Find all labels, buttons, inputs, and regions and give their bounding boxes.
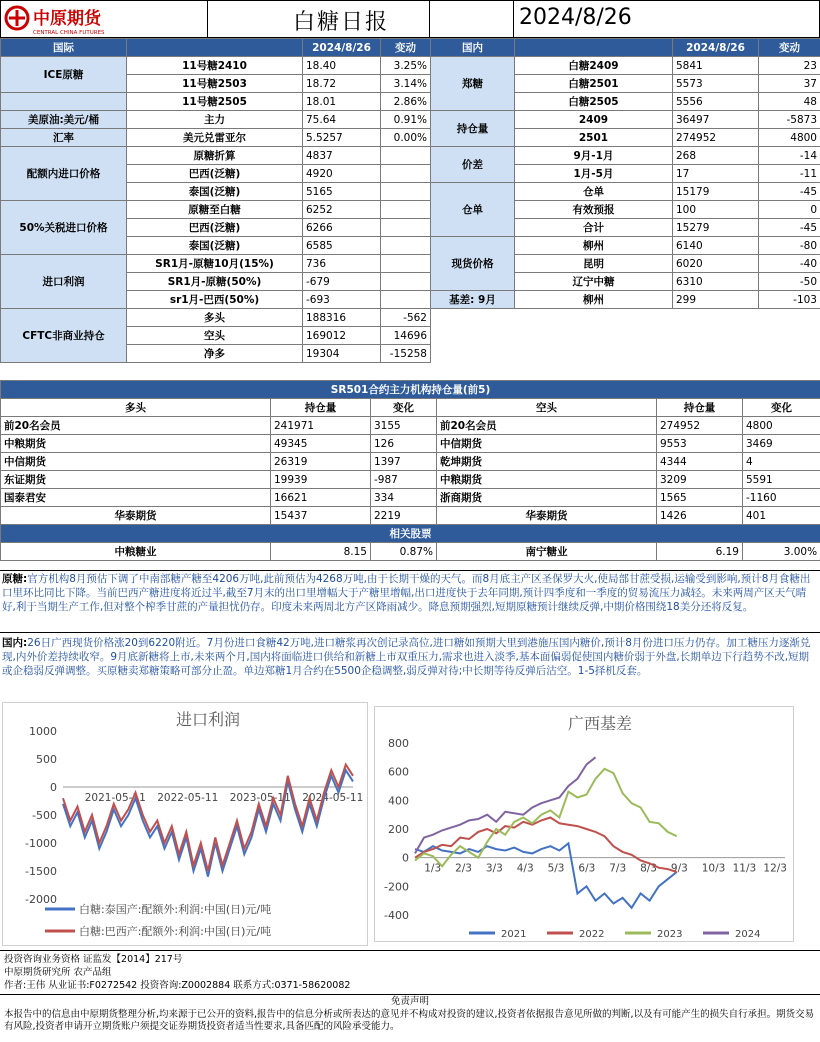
row-item-label: 多头 — [127, 309, 303, 327]
row-change: 0 — [759, 201, 820, 219]
row-change: -80 — [759, 237, 820, 255]
row-value: 75.64 — [303, 111, 381, 129]
position-value: 3209 — [657, 471, 743, 489]
header-cell: 2024/8/26 — [673, 39, 759, 57]
row-change: -45 — [759, 219, 820, 237]
author-line: 作者:王伟 从业证书:F0272542 投资咨询:Z0002884 联系方式:0371-58620082 — [4, 980, 351, 991]
x-tick-label: 3/3 — [485, 862, 503, 875]
row-item-label: 1月-5月 — [515, 165, 673, 183]
x-tick-label: 2021-05-11 — [84, 792, 146, 804]
row-item-label: sr1月-巴西(50%) — [127, 291, 303, 309]
long-header: 持仓量 — [271, 399, 371, 417]
row-item-label: 柳州 — [515, 291, 673, 309]
position-value: 1426 — [657, 507, 743, 525]
row-item-label: SR1月-原糖10月(15%) — [127, 255, 303, 273]
row-change: 3.14% — [381, 75, 431, 93]
raw-text: 官方机构8月预估下调了中南部糖产糖至4206万吨,此前预估为4268万吨,由于长期干燥的天气。而8月底主产区圣保罗大火,使局部甘蔗受损,运输受到影响,预计8月食糖出口里环比同比下降。当前巴西产糖进度将近过半,截至7月末的出口里增幅大于产糖里增幅,出口进度快于去年同期,预计四季度和一季度的贸易流压力减轻。未来两周产区天气晴好,利于当期生产工作,但对整个榨季甘蔗的产量担忧仍存。印度未来两周北方产区降雨减少。降息预期强烈,短期原糖预计继续反弹,中期价格围绕18美分还将反复。 — [2, 573, 811, 613]
table-row — [1, 111, 431, 129]
row-item-label: 原糖至白糖 — [127, 201, 303, 219]
position-value: 334 — [371, 489, 437, 507]
position-value: 4344 — [657, 453, 743, 471]
row-group-label — [1, 93, 127, 111]
y-tick-label: 400 — [388, 794, 409, 808]
header-cell — [127, 39, 303, 57]
stock-price: 8.15 — [271, 543, 371, 561]
table-row — [1, 453, 820, 471]
y-tick-label: 500 — [36, 753, 57, 766]
row-group-label: ICE原糖 — [1, 57, 127, 93]
positions-title: SR501合约主力机构持仓量(前5) — [1, 381, 820, 399]
table-row — [1, 201, 431, 219]
position-value: 3155 — [371, 417, 437, 435]
series-line-2023 — [415, 769, 677, 867]
row-item-label: 2409 — [515, 111, 673, 129]
x-tick-label: 2023-05-11 — [229, 792, 291, 804]
row-item-label: 泰国(泛糖) — [127, 237, 303, 255]
position-value: 5591 — [743, 471, 820, 489]
raw-sugar-commentary — [2, 572, 818, 630]
domestic-label: 国内: — [2, 637, 28, 649]
table-row — [1, 435, 820, 453]
row-item-label: 白糖2409 — [515, 57, 673, 75]
stock-name: 中粮糖业 — [1, 543, 271, 561]
row-value: 299 — [673, 291, 759, 309]
row-value: 4920 — [303, 165, 381, 183]
x-tick-label: 8/3 — [640, 862, 657, 875]
row-value: 5165 — [303, 183, 381, 201]
row-value: 4837 — [303, 147, 381, 165]
broker-name: 中粮期货 — [437, 471, 657, 489]
legend-label: 2024 — [735, 929, 761, 940]
short-header: 空头 — [437, 399, 657, 417]
row-change: 4800 — [759, 129, 820, 147]
header-cell: 变动 — [381, 39, 431, 57]
row-group-label: 持仓量 — [431, 111, 515, 147]
broker-name: 华泰期货 — [437, 507, 657, 525]
row-value: 169012 — [303, 327, 381, 345]
table-row — [1, 57, 431, 75]
x-tick-label: 4/3 — [516, 862, 534, 875]
row-value: 5.5257 — [303, 129, 381, 147]
broker-name: 前20名会员 — [437, 417, 657, 435]
row-item-label: 巴西(泛糖) — [127, 219, 303, 237]
table-row — [431, 183, 820, 201]
row-group-label: 基差: 9月 — [431, 291, 515, 309]
row-change: 3.25% — [381, 57, 431, 75]
row-item-label: 柳州 — [515, 237, 673, 255]
row-value: 18.01 — [303, 93, 381, 111]
x-tick-label: 12/3 — [763, 862, 788, 875]
y-tick-label: 200 — [388, 823, 409, 836]
row-value: 736 — [303, 255, 381, 273]
row-item-label: 主力 — [127, 111, 303, 129]
company-logo — [3, 3, 143, 37]
x-tick-label: 10/3 — [701, 862, 726, 875]
header-cell — [515, 39, 673, 57]
position-value: 49345 — [271, 435, 371, 453]
row-value: 18.40 — [303, 57, 381, 75]
row-item-label: 巴西(泛糖) — [127, 165, 303, 183]
row-value: 18.72 — [303, 75, 381, 93]
table-row — [1, 489, 820, 507]
row-group-label: 仓单 — [431, 183, 515, 237]
row-change — [381, 273, 431, 291]
report-date: 2024/8/26 — [519, 5, 632, 30]
table-row — [1, 417, 820, 435]
row-value: 5556 — [673, 93, 759, 111]
broker-name: 国泰君安 — [1, 489, 271, 507]
position-value: 2219 — [371, 507, 437, 525]
row-change: -5873 — [759, 111, 820, 129]
table-row — [1, 471, 820, 489]
position-value: 4800 — [743, 417, 820, 435]
row-group-label: 美原油:美元/桶 — [1, 111, 127, 129]
row-item-label: 11号糖2505 — [127, 93, 303, 111]
position-value: 3469 — [743, 435, 820, 453]
broker-name: 华泰期货 — [1, 507, 271, 525]
row-change: -45 — [759, 183, 820, 201]
row-item-label: 昆明 — [515, 255, 673, 273]
position-value: 15437 — [271, 507, 371, 525]
row-value: 36497 — [673, 111, 759, 129]
position-value: 26319 — [271, 453, 371, 471]
row-item-label: 有效预报 — [515, 201, 673, 219]
broker-name: 浙商期货 — [437, 489, 657, 507]
row-value: 100 — [673, 201, 759, 219]
row-item-label: 9月-1月 — [515, 147, 673, 165]
row-change: -11 — [759, 165, 820, 183]
row-change: 23 — [759, 57, 820, 75]
row-value: 6252 — [303, 201, 381, 219]
row-change: 0.91% — [381, 111, 431, 129]
stock-change: 0.87% — [371, 543, 437, 561]
x-tick-label: 5/3 — [547, 862, 565, 875]
table-row — [1, 93, 431, 111]
department-line: 中原期货研究所 农产品组 — [4, 967, 112, 978]
row-change — [381, 201, 431, 219]
row-item-label: 白糖2505 — [515, 93, 673, 111]
position-value: -987 — [371, 471, 437, 489]
row-change: 37 — [759, 75, 820, 93]
row-item-label: 美元兑雷亚尔 — [127, 129, 303, 147]
row-group-label: 进口利润 — [1, 255, 127, 309]
x-tick-label: 9/3 — [670, 862, 688, 875]
x-tick-label: 11/3 — [732, 862, 757, 875]
table-row — [1, 507, 820, 525]
broker-name: 乾坤期货 — [437, 453, 657, 471]
row-value: 6310 — [673, 273, 759, 291]
international-table — [0, 38, 431, 363]
stocks-title: 相关股票 — [1, 525, 820, 543]
y-tick-label: -400 — [384, 909, 409, 922]
legend-label: 2023 — [657, 929, 683, 940]
disclaimer-text: 本报告中的信息由中原期货整理分析,均来源于已公开的资料,报告中的信息分析或所表达的意见并不构成对投资的建议,投资者依据报告意见所做的判断,以及有可能产生的损失自行承担。期货交易有风险,投资者申请开立期货账户须提交证券期货投资者适当性要求,具备匹配的风险承受能力。 — [4, 1009, 815, 1032]
row-value: 19304 — [303, 345, 381, 363]
row-change: -103 — [759, 291, 820, 309]
row-item-label: 2501 — [515, 129, 673, 147]
table-row — [1, 255, 431, 273]
logo-en: CENTRAL CHINA FUTURES — [33, 30, 105, 36]
row-value: 6140 — [673, 237, 759, 255]
report-header — [0, 0, 820, 38]
position-value: 1397 — [371, 453, 437, 471]
broker-name: 中信期货 — [437, 435, 657, 453]
y-tick-label: 800 — [388, 737, 409, 750]
stock-change: 3.00% — [743, 543, 820, 561]
table-row — [1, 147, 431, 165]
series-line-白糖:巴西产:配额外:利润:中国(日)元/吨 — [63, 765, 353, 871]
logo-cn: 中原期货 — [33, 9, 101, 29]
row-value: 5841 — [673, 57, 759, 75]
y-tick-label: 0 — [50, 781, 57, 794]
row-item-label: 白糖2501 — [515, 75, 673, 93]
import-profit-chart — [2, 702, 368, 946]
row-group-label: CFTC非商业持仓 — [1, 309, 127, 363]
row-change: -50 — [759, 273, 820, 291]
legend-label: 2021 — [501, 929, 527, 940]
positions-table — [0, 380, 820, 561]
position-value: 4 — [743, 453, 820, 471]
table-row — [1, 309, 431, 327]
y-tick-label: -200 — [384, 880, 409, 894]
x-tick-label: 2/3 — [455, 862, 472, 875]
row-value: 15179 — [673, 183, 759, 201]
row-group-label: 郑糖 — [431, 57, 515, 111]
legend-label: 白糖:泰国产:配额外:利润:中国(日)元/吨 — [79, 903, 272, 916]
row-value: -693 — [303, 291, 381, 309]
row-value: 268 — [673, 147, 759, 165]
domestic-text: 26日广西现货价格涨20到6220附近。7月份进口食糖42万吨,进口糖浆再次创记录高位,进口糖如预期大里到港施压国内糖价,预计8月份进口压力仍存。加工糖压力逐渐兑现,内外价差持续收窄。9月底新糖将上市,未来两个月,国内将面临进口供给和新糖上市双重压力,需求也进入淡季,基本面偏弱促使国内糖价弱于外盘,长期单边下行趋势不改,短期或企稳弱反弹调整。买原糖卖郑糖策略可部分止盈。单边郑糖1月合约在5500企稳调整,弱反弹对待;中长期等待反弹后沽空。1-5择机反套。 — [2, 637, 811, 677]
row-item-label: 11号糖2503 — [127, 75, 303, 93]
stock-price: 6.19 — [657, 543, 743, 561]
raw-label: 原糖: — [2, 573, 28, 585]
header-cell: 国际 — [1, 39, 127, 57]
row-change — [381, 255, 431, 273]
row-value: 17 — [673, 165, 759, 183]
license-line: 投资咨询业务资格 证监发【2014】217号 — [4, 954, 183, 965]
position-value: 401 — [743, 507, 820, 525]
y-tick-label: -2000 — [25, 893, 57, 906]
row-item-label: 原糖折算 — [127, 147, 303, 165]
row-change — [381, 291, 431, 309]
domestic-commentary — [2, 636, 818, 698]
series-line-2024 — [415, 757, 596, 853]
guangxi-basis-chart — [374, 706, 794, 942]
disclaimer-title: 免责声明 — [390, 996, 429, 1007]
x-tick-label: 7/3 — [609, 862, 627, 875]
row-group-label: 价差 — [431, 147, 515, 183]
position-value: 241971 — [271, 417, 371, 435]
header-cell: 变动 — [759, 39, 820, 57]
long-header: 变化 — [371, 399, 437, 417]
y-tick-label: -500 — [32, 809, 57, 822]
row-item-label: 空头 — [127, 327, 303, 345]
y-tick-label: 600 — [388, 765, 409, 779]
row-item-label: SR1月-原糖(50%) — [127, 273, 303, 291]
broker-name: 中信期货 — [1, 453, 271, 471]
position-value: 19939 — [271, 471, 371, 489]
broker-name: 东证期货 — [1, 471, 271, 489]
row-change — [381, 183, 431, 201]
y-tick-label: 1000 — [29, 725, 57, 738]
row-change: -562 — [381, 309, 431, 327]
long-header: 多头 — [1, 399, 271, 417]
row-change — [381, 237, 431, 255]
row-item-label: 泰国(泛糖) — [127, 183, 303, 201]
table-row — [431, 111, 820, 129]
header-cell: 国内 — [431, 39, 515, 57]
row-value: 274952 — [673, 129, 759, 147]
row-change: -15258 — [381, 345, 431, 363]
row-item-label: 仓单 — [515, 183, 673, 201]
row-value: 15279 — [673, 219, 759, 237]
row-group-label: 50%关税进口价格 — [1, 201, 127, 255]
x-tick-label: 6/3 — [578, 862, 596, 875]
x-tick-label: 2024-05-11 — [302, 792, 364, 804]
chart-title: 广西基差 — [567, 714, 633, 733]
legend-label: 2022 — [579, 929, 605, 940]
row-group-label: 配额内进口价格 — [1, 147, 127, 201]
row-change: -14 — [759, 147, 820, 165]
row-change: 0.00% — [381, 129, 431, 147]
row-group-label: 汇率 — [1, 129, 127, 147]
legend-label: 白糖:巴西产:配额外:利润:中国(日)元/吨 — [79, 925, 272, 938]
table-row — [431, 147, 820, 165]
position-value: 1565 — [657, 489, 743, 507]
row-item-label: 合计 — [515, 219, 673, 237]
position-value: 16621 — [271, 489, 371, 507]
row-change: -40 — [759, 255, 820, 273]
row-value: 188316 — [303, 309, 381, 327]
x-tick-label: 2022-05-11 — [157, 792, 219, 804]
row-change: 2.86% — [381, 93, 431, 111]
broker-name: 中粮期货 — [1, 435, 271, 453]
short-header: 持仓量 — [657, 399, 743, 417]
chart-title: 进口利润 — [175, 710, 241, 729]
stock-name: 南宁糖业 — [437, 543, 657, 561]
row-change — [381, 219, 431, 237]
row-value: 5573 — [673, 75, 759, 93]
table-row — [1, 129, 431, 147]
position-value: 9553 — [657, 435, 743, 453]
row-change: 48 — [759, 93, 820, 111]
row-value: 6020 — [673, 255, 759, 273]
row-item-label: 11号糖2410 — [127, 57, 303, 75]
row-value: -679 — [303, 273, 381, 291]
position-value: 126 — [371, 435, 437, 453]
position-value: -1160 — [743, 489, 820, 507]
y-tick-label: -1000 — [25, 837, 57, 850]
y-tick-label: 0 — [402, 851, 409, 865]
short-header: 变化 — [743, 399, 820, 417]
header-cell: 2024/8/26 — [303, 39, 381, 57]
row-item-label: 净多 — [127, 345, 303, 363]
row-group-label: 现货价格 — [431, 237, 515, 291]
row-change — [381, 165, 431, 183]
row-value: 6585 — [303, 237, 381, 255]
table-row — [431, 57, 820, 75]
broker-name: 前20名会员 — [1, 417, 271, 435]
row-change — [381, 147, 431, 165]
row-change: 14696 — [381, 327, 431, 345]
table-row — [431, 291, 820, 309]
x-tick-label: 1/3 — [424, 862, 442, 875]
domestic-table — [430, 38, 820, 309]
y-tick-label: -1500 — [25, 865, 57, 878]
row-value: 6266 — [303, 219, 381, 237]
row-item-label: 辽宁中糖 — [515, 273, 673, 291]
table-row — [431, 237, 820, 255]
position-value: 274952 — [657, 417, 743, 435]
report-title: 白糖日报 — [292, 10, 389, 35]
